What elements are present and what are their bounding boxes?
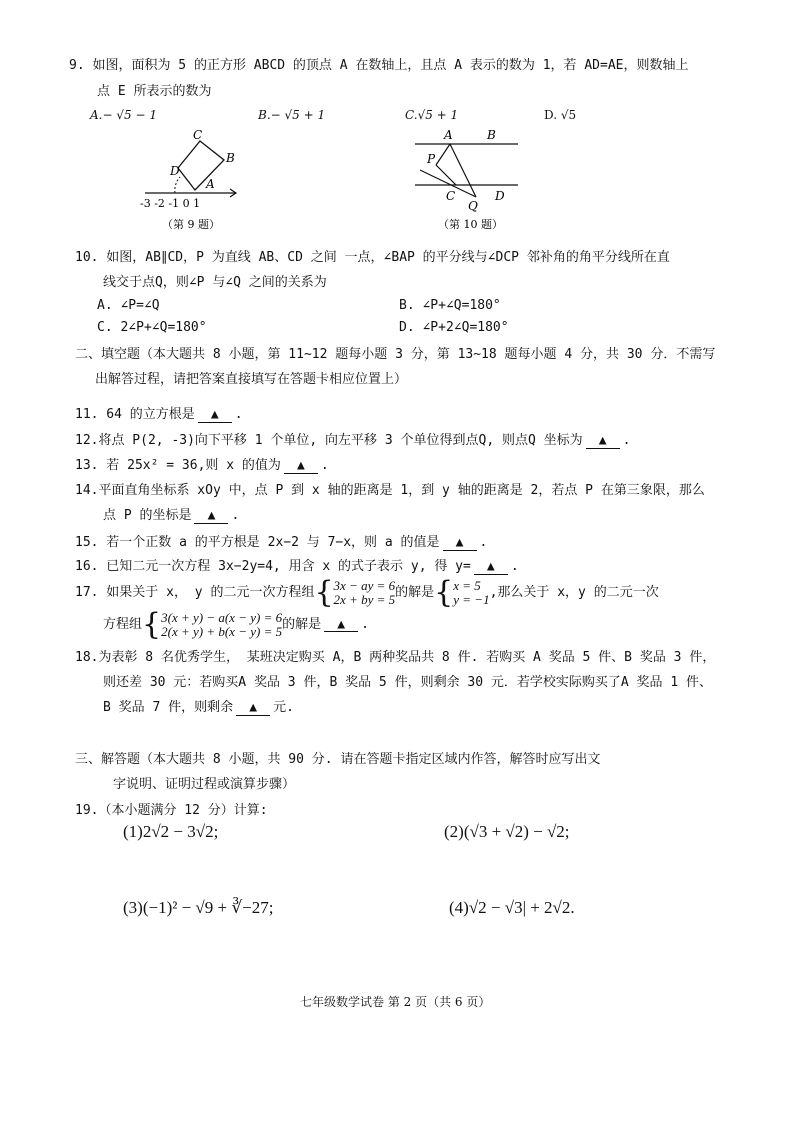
q17-system-1: 3x − ay = 6 2x + by = 5 xyxy=(333,578,396,607)
label-d: D xyxy=(170,164,180,178)
axis-ticks: -3 -2 -1 0 1 xyxy=(140,197,201,210)
q13-text: 13. 若 25x² = 36,则 x 的值为 xyxy=(75,458,281,473)
q14-line1: 14.平面直角坐标系 xOy 中，点 P 到 x 轴的距离是 1，到 y 轴的距离是 2，若点 P 在第三象限，那么 xyxy=(75,483,705,498)
page-footer: 七年级数学试卷 第 2 页（共 6 页） xyxy=(300,995,491,1009)
q13-answer-blank: ▲ xyxy=(284,459,318,474)
q9-option-b: B.− √5 + 1 xyxy=(258,108,326,122)
q19-part-3: (3)(−1)² − √9 + ∛−27; xyxy=(123,898,274,917)
q11-answer-blank: ▲ xyxy=(198,408,232,423)
q9-option-a: A.− √5 − 1 xyxy=(90,108,157,122)
q18-line2: 则还差 30 元：若购买A 奖品 3 件，B 奖品 5 件，则剩余 30 元．若学校实际购买了A 奖品 1 件、 xyxy=(103,675,713,690)
q14-answer-blank: ▲ xyxy=(194,509,228,524)
q9-figure xyxy=(140,125,250,235)
q10-stem-line2: 线交于点Q，则∠P 与∠Q 之间的关系为 xyxy=(103,275,327,290)
q11: 11. 64 的立方根是 ▲ . xyxy=(75,407,243,422)
q9-option-d: D. √5 xyxy=(544,108,577,122)
q19-part-2: (2)(√3 + √2) − √2; xyxy=(444,822,570,841)
q10-stem-line1: 10. 如图，AB∥CD，P 为直线 AB、CD 之间 一点，∠BAP 的平分线与∠DCP 邻补角的角平分线所在直 xyxy=(75,250,670,265)
figure-9-caption: （第 9 题） xyxy=(162,218,220,231)
q15: 15. 若一个正数 a 的平方根是 2x−2 与 7−x，则 a 的值是 ▲ . xyxy=(75,535,488,550)
q17-solution: x = 5 y = −1 xyxy=(453,578,490,607)
q17-line2: 方程组 { 3(x + y) − a(x − y) = 6 2(x + y) + b(x − y) = 5 的解是 ▲ . xyxy=(103,607,369,642)
q10-option-a: A. ∠P=∠Q xyxy=(97,298,160,313)
q16-text: 16. 已知二元一次方程 3x−2y=4, 用含 x 的式子表示 y, 得 y= xyxy=(75,559,471,574)
q12: 12.将点 P(2, -3)向下平移 1 个单位, 向左平移 3 个单位得到点Q, 则点Q 坐标为 ▲ . xyxy=(75,433,631,448)
arc-ad-ae xyxy=(175,177,180,193)
label-b: B xyxy=(487,128,496,142)
section-2-heading-line1: 二、填空题（本大题共 8 小题，第 11~12 题每小题 3 分，第 13~18 题每小题 4 分，共 30 分．不需写 xyxy=(75,347,716,362)
q16: 16. 已知二元一次方程 3x−2y=4, 用含 x 的式子表示 y, 得 y= ▲ . xyxy=(75,559,519,574)
q12-answer-blank: ▲ xyxy=(586,434,620,449)
q18-line3: B 奖品 7 件，则剩余 ▲ 元. xyxy=(103,700,294,715)
q11-text: 11. 64 的立方根是 xyxy=(75,407,195,422)
q18-line1: 18.为表彰 8 名优秀学生， 某班决定购买 A，B 两种奖品共 8 件. 若购买 A 奖品 5 件、B 奖品 3 件， xyxy=(75,650,716,665)
q19-part-4: (4)√2 − √3| + 2√2. xyxy=(449,898,575,917)
section-3-heading-line1: 三、解答题（本大题共 8 小题，共 90 分. 请在答题卡指定区域内作答，解答时应写出文 xyxy=(75,752,601,767)
q18-answer-blank: ▲ xyxy=(236,701,270,716)
figure-10-caption: （第 10 题） xyxy=(438,218,503,231)
q19-part-1: (1)2√2 − 3√2; xyxy=(123,822,219,841)
q10-figure xyxy=(410,125,525,235)
q10-option-b: B. ∠P+∠Q=180° xyxy=(399,298,501,313)
label-c: C xyxy=(446,189,456,203)
q16-answer-blank: ▲ xyxy=(474,560,508,575)
q17-system-2: 3(x + y) − a(x − y) = 6 2(x + y) + b(x − y) = 5 xyxy=(161,610,283,639)
label-q: Q xyxy=(468,199,478,213)
q17-line1: 17. 如果关于 x， y 的二元一次方程组 { 3x − ay = 6 2x + by = 5 的解是 { x = 5 y = −1 ,那么关于 x，y 的二元一次 xyxy=(75,575,659,610)
q10-option-d: D. ∠P+2∠Q=180° xyxy=(399,320,509,335)
q14-line2: 点 P 的坐标是 ▲ . xyxy=(103,508,240,523)
section-3-heading-line2: 字说明、证明过程或演算步骤） xyxy=(113,777,296,792)
section-2-heading-line2: 出解答过程，请把答案直接填写在答题卡相应位置上） xyxy=(95,372,408,387)
q12-text: 12.将点 P(2, -3)向下平移 1 个单位, 向左平移 3 个单位得到点Q, 则点Q 坐标为 xyxy=(75,433,583,448)
label-b: B xyxy=(226,151,235,165)
label-d: D xyxy=(495,189,505,203)
q9-stem-line1: 9. 如图，面积为 5 的正方形 ABCD 的顶点 A 在数轴上，且点 A 表示的数为 1，若 AD=AE，则数轴上 xyxy=(69,58,689,73)
label-p: P xyxy=(427,152,436,166)
q9-stem-line2: 点 E 所表示的数为 xyxy=(97,84,212,99)
q15-text: 15. 若一个正数 a 的平方根是 2x−2 与 7−x，则 a 的值是 xyxy=(75,535,440,550)
label-a: A xyxy=(444,128,453,142)
square-abcd xyxy=(178,141,224,190)
q13: 13. 若 25x² = 36,则 x 的值为 ▲ . xyxy=(75,458,329,473)
label-a: A xyxy=(206,177,215,191)
q17-answer-blank: ▲ xyxy=(324,618,358,633)
q9-option-c: C.√5 + 1 xyxy=(405,108,459,122)
label-c: C xyxy=(193,128,203,142)
q15-answer-blank: ▲ xyxy=(443,536,477,551)
q10-option-c: C. 2∠P+∠Q=180° xyxy=(97,320,207,335)
q19-stem: 19.（本小题满分 12 分）计算: xyxy=(75,803,268,818)
